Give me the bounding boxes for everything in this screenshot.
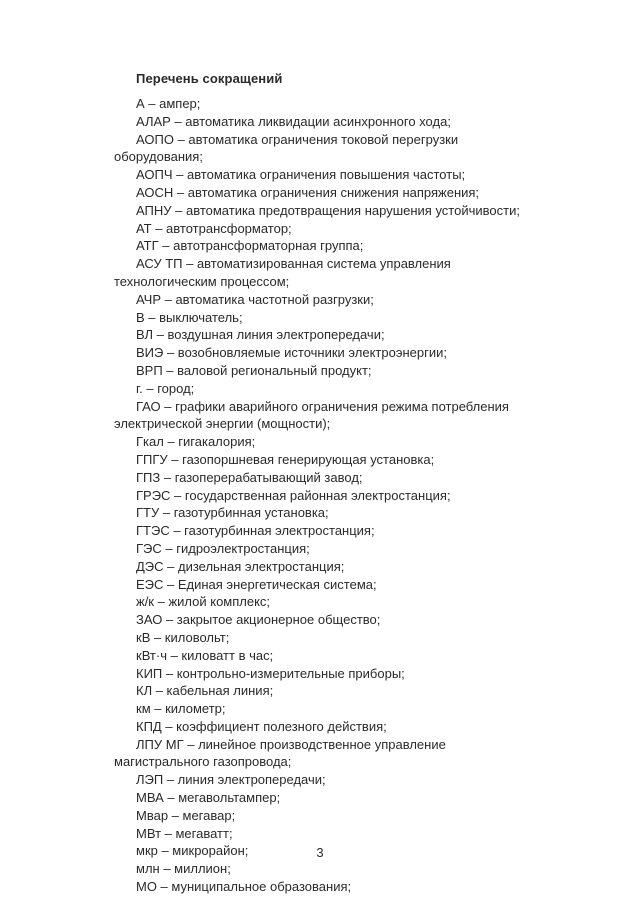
- abbreviation-item: В – выключатель;: [136, 309, 243, 325]
- abbreviation-item: ЕЭС – Единая энергетическая система;: [136, 576, 377, 592]
- abbreviation-item: ВЛ – воздушная линия электропередачи;: [136, 327, 385, 343]
- abbreviation-item: ЛЭП – линия электропередачи;: [136, 772, 326, 788]
- abbreviation-item: АОПЧ – автоматика ограничения повышения частоты;: [136, 167, 466, 183]
- abbreviation-item: Мвар – мегавар;: [136, 807, 236, 823]
- abbreviation-item: ГАО – графики аварийного ограничения режима потребления электрической энергии (мощности);: [114, 398, 509, 432]
- abbreviation-item: млн – миллион;: [136, 861, 231, 877]
- abbreviation-item: км – километр;: [136, 701, 226, 717]
- abbreviation-item: г. – город;: [136, 380, 195, 396]
- abbreviation-list: [0, 95, 640, 896]
- abbreviation-item: АЧР – автоматика частотной разгрузки;: [136, 291, 374, 307]
- page-number: 3: [316, 845, 324, 860]
- abbreviation-item: АТГ – автотрансформаторная группа;: [136, 238, 364, 254]
- abbreviation-item: ЛПУ МГ – линейное производственное управление магистрального газопровода;: [114, 736, 446, 770]
- abbreviation-item: ж/к – жилой комплекс;: [136, 594, 271, 610]
- abbreviation-item: кВ – киловольт;: [136, 629, 230, 645]
- abbreviation-item: МВА – мегавольтампер;: [136, 790, 281, 806]
- abbreviation-item: ВИЭ – возобновляемые источники электроэнергии;: [136, 345, 447, 361]
- abbreviation-item: КЛ – кабельная линия;: [136, 683, 274, 699]
- abbreviation-item: ВРП – валовой региональный продукт;: [136, 362, 372, 378]
- abbreviation-item: АТ – автотрансформатор;: [136, 220, 292, 236]
- abbreviation-item: АСУ ТП – автоматизированная система управления технологическим процессом;: [114, 256, 451, 289]
- abbreviation-item: А – ампер;: [136, 96, 201, 111]
- abbreviation-item: ГТЭС – газотурбинная электростанция;: [136, 523, 375, 539]
- abbreviation-item: МО – муниципальное образования;: [136, 879, 352, 895]
- abbreviation-item: АОСН – автоматика ограничения снижения напряжения;: [136, 184, 480, 200]
- abbreviation-item: ГТУ – газотурбинная установка;: [136, 505, 329, 521]
- abbreviation-item: КИП – контрольно-измерительные приборы;: [136, 665, 405, 681]
- abbreviation-item: ГРЭС – государственная районная электростанция;: [136, 487, 451, 503]
- abbreviation-item: Гкал – гигакалория;: [136, 434, 256, 450]
- abbreviation-item: ГПГУ – газопоршневая генерирующая установка;: [136, 451, 435, 467]
- page-title: Перечень сокращений: [136, 71, 283, 86]
- abbreviation-item: ГПЗ – газоперерабатывающий завод;: [136, 469, 363, 485]
- abbreviation-item: МВт – мегаватт;: [136, 825, 233, 841]
- abbreviation-item: КПД – коэффициент полезного действия;: [136, 718, 387, 734]
- abbreviation-item: АПНУ – автоматика предотвращения нарушения устойчивости;: [136, 202, 520, 218]
- abbreviation-item: мкр – микрорайон;: [136, 843, 249, 859]
- abbreviation-item: кВт·ч – киловатт в час;: [136, 647, 274, 663]
- abbreviation-item: ДЭС – дизельная электростанция;: [136, 558, 345, 574]
- abbreviation-item: ГЭС – гидроэлектростанция;: [136, 540, 310, 556]
- abbreviation-item: ЗАО – закрытое акционерное общество;: [136, 612, 381, 628]
- abbreviation-item: АЛАР – автоматика ликвидации асинхронного хода;: [136, 113, 451, 129]
- abbreviation-item: АОПО – автоматика ограничения токовой перегрузки оборудования;: [114, 131, 459, 165]
